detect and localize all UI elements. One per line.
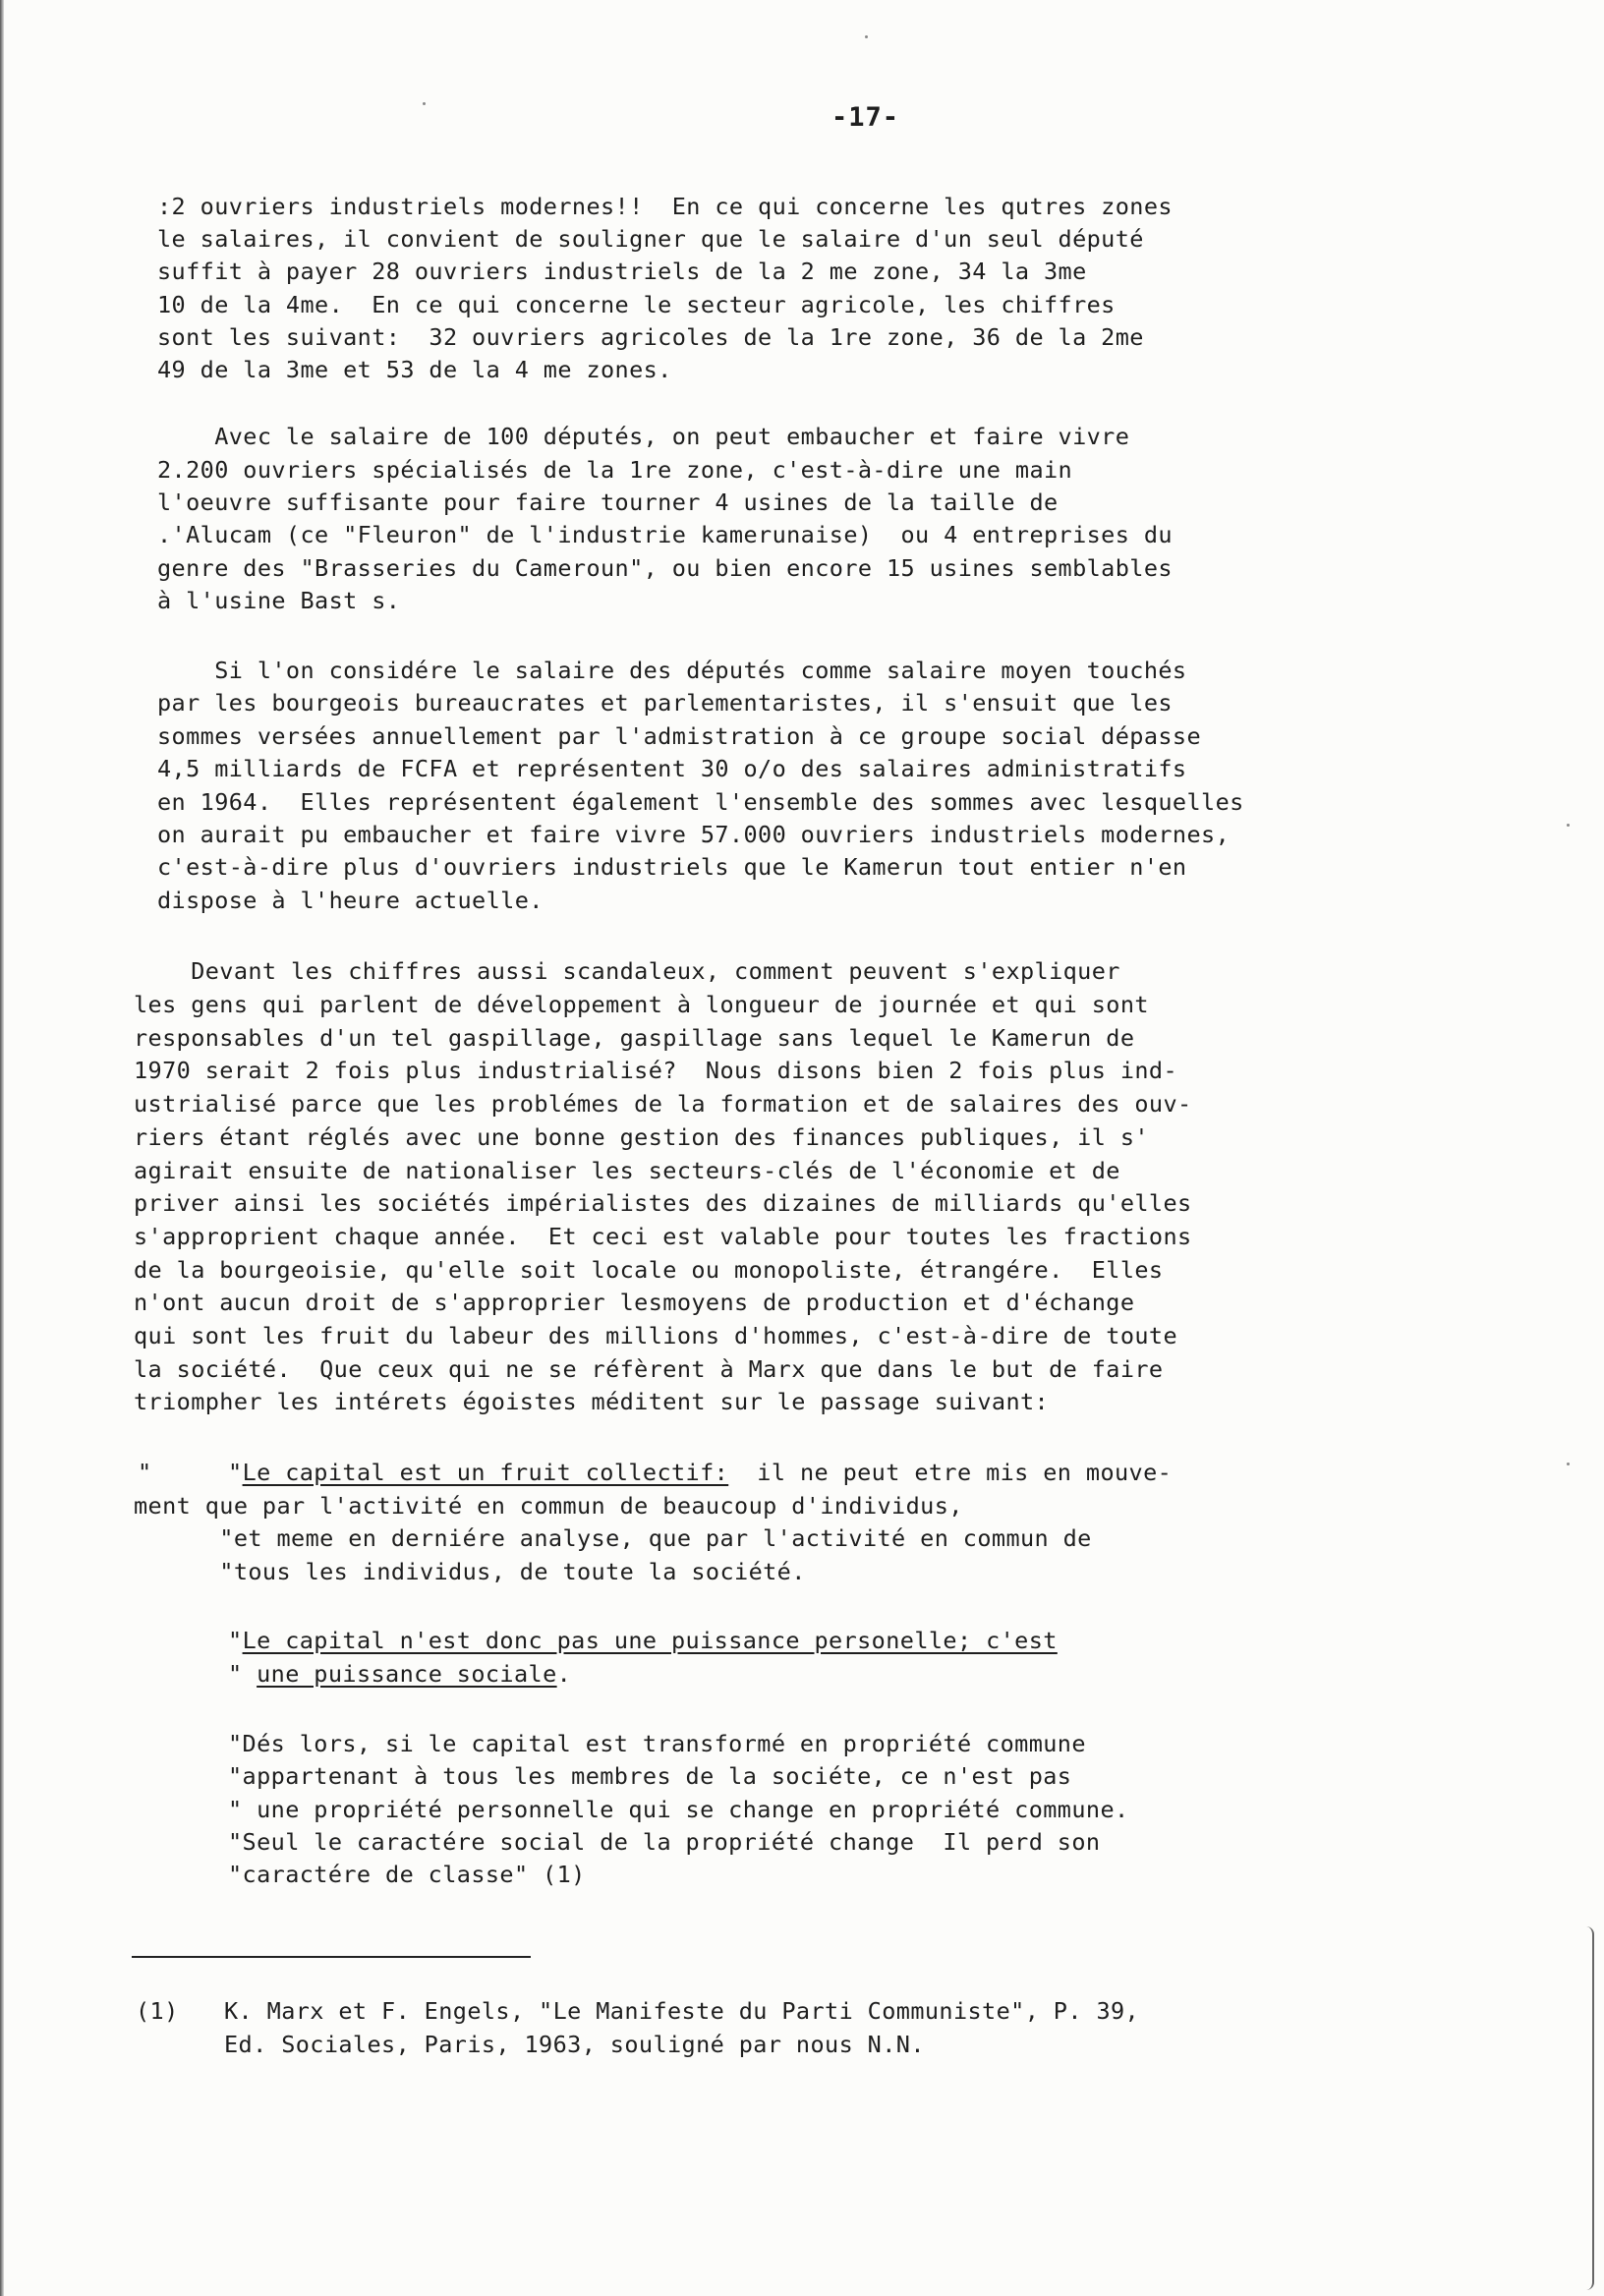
text-line: genre des "Brasseries du Cameroun", ou bien encore 15 usines semblables <box>157 554 1173 582</box>
footnote-separator <box>132 1956 531 1958</box>
text-line: à l'usine Bast s. <box>157 587 401 614</box>
text-line: agirait ensuite de nationaliser les secteurs-clés de l'économie et de <box>134 1157 1120 1184</box>
text-line: riers étant réglés avec une bonne gestion des finances publiques, il s' <box>134 1123 1149 1151</box>
text-line: par les bourgeois bureaucrates et parlementaristes, il s'ensuit que les <box>157 689 1173 717</box>
text-line: 49 de la 3me et 53 de la 4 me zones. <box>157 356 672 383</box>
text-line: triompher les intérets égoistes méditent sur le passage suivant: <box>134 1388 1050 1415</box>
quote-line <box>228 1660 571 1688</box>
quote-line: "caractére de classe" (1) <box>228 1861 586 1888</box>
text-line: les gens qui parlent de développement à longueur de journée et qui sont <box>134 991 1149 1018</box>
underlined-phrase: Le capital n'est donc pas une puissance personelle; c'est <box>242 1627 1058 1654</box>
quote-line: "tous les individus, de toute la société. <box>134 1558 806 1585</box>
text-line: la société. Que ceux qui ne se réfèrent à Marx que dans le but de faire <box>134 1355 1164 1383</box>
text-line: l'oeuvre suffisante pour faire tourner 4 usines de la taille de <box>157 488 1059 516</box>
quote-line <box>228 1459 1172 1486</box>
quote-line: ment que par l'activité en commun de beaucoup d'individus, <box>134 1492 963 1520</box>
quote-line: "et meme en derniére analyse, que par l'activité en commun de <box>134 1524 1092 1552</box>
text-line: s'approprient chaque année. Et ceci est valable pour toutes les fractions <box>134 1223 1192 1250</box>
text-line: Si l'on considére le salaire des députés comme salaire moyen touchés <box>157 657 1187 684</box>
text-line: ustrialisé parce que les problémes de la formation et de salaires des ouv- <box>134 1090 1192 1118</box>
text-line: qui sont les fruit du labeur des millions d'hommes, c'est-à-dire de toute <box>134 1322 1178 1349</box>
scan-speck <box>1567 824 1570 827</box>
text-line: :2 ouvriers industriels modernes!! En ce qui concerne les qutres zones <box>157 193 1173 220</box>
scan-speck <box>865 35 868 38</box>
text-line: c'est-à-dire plus d'ouvriers industriels que le Kamerun tout entier n'en <box>157 853 1187 881</box>
scan-left-edge <box>0 0 4 2296</box>
text-line: on aurait pu embaucher et faire vivre 57.000 ouvriers industriels modernes, <box>157 821 1231 848</box>
quote-line <box>228 1627 1058 1654</box>
scan-speck <box>423 102 426 105</box>
text-line: n'ont aucun droit de s'approprier lesmoyens de production et d'échange <box>134 1289 1135 1316</box>
text-line: priver ainsi les sociétés impérialistes des dizaines de milliards qu'elles <box>134 1189 1192 1217</box>
underlined-phrase: une puissance sociale <box>257 1660 557 1688</box>
text-line: 4,5 milliards de FCFA et représentent 30 o/o des salaires administratifs <box>157 755 1187 782</box>
quote-lead-mark: " <box>138 1459 152 1486</box>
quote-text: il ne peut etre mis en mouve- <box>728 1459 1173 1486</box>
quote-text: . <box>556 1660 572 1688</box>
text-line: le salaires, il convient de souligner que le salaire d'un seul député <box>157 225 1144 253</box>
text-line: Devant les chiffres aussi scandaleux, comment peuvent s'expliquer <box>134 957 1120 985</box>
quote-open-mark: " <box>228 1660 258 1688</box>
footnote-line: Ed. Sociales, Paris, 1963, souligné par nous N.N. <box>224 2031 925 2058</box>
text-line: 1970 serait 2 fois plus industrialisé? Nous disons bien 2 fois plus ind- <box>134 1057 1178 1084</box>
underlined-phrase: Le capital est un fruit collectif: <box>242 1459 729 1486</box>
scan-right-edge <box>1586 1926 1594 2290</box>
text-line: Avec le salaire de 100 députés, on peut embaucher et faire vivre <box>157 423 1130 450</box>
text-line: en 1964. Elles représentent également l'ensemble des sommes avec lesquelles <box>157 788 1244 816</box>
text-line: responsables d'un tel gaspillage, gaspillage sans lequel le Kamerun de <box>134 1024 1135 1052</box>
text-line: sommes versées annuellement par l'admistration à ce groupe social dépasse <box>157 722 1202 750</box>
footnote-line: K. Marx et F. Engels, "Le Manifeste du Parti Communiste", P. 39, <box>224 1997 1140 2025</box>
text-line: dispose à l'heure actuelle. <box>157 887 544 914</box>
page-number: -17- <box>831 102 900 133</box>
quote-line: "appartenant à tous les membres de la sociéte, ce n'est pas <box>228 1762 1072 1790</box>
quote-line: "Dés lors, si le capital est transformé en propriété commune <box>228 1730 1086 1757</box>
quote-open-mark: " <box>228 1627 243 1654</box>
text-line: 10 de la 4me. En ce qui concerne le secteur agricole, les chiffres <box>157 291 1116 318</box>
text-line: 2.200 ouvriers spécialisés de la 1re zone, c'est-à-dire une main <box>157 456 1073 484</box>
scan-speck <box>1567 1463 1570 1465</box>
text-line: .'Alucam (ce "Fleuron" de l'industrie kamerunaise) ou 4 entreprises du <box>157 521 1173 548</box>
text-line: suffit à payer 28 ouvriers industriels de la 2 me zone, 34 la 3me <box>157 258 1087 285</box>
text-line: de la bourgeoisie, qu'elle soit locale ou monopoliste, étrangére. Elles <box>134 1256 1164 1284</box>
footnote-marker: (1) <box>136 1997 179 2025</box>
quote-open-mark: " <box>228 1459 243 1486</box>
quote-line: " une propriété personnelle qui se change en propriété commune. <box>228 1796 1129 1823</box>
text-line: sont les suivant: 32 ouvriers agricoles de la 1re zone, 36 de la 2me <box>157 323 1144 351</box>
quote-line: "Seul le caractére social de la propriété change Il perd son <box>228 1828 1101 1856</box>
